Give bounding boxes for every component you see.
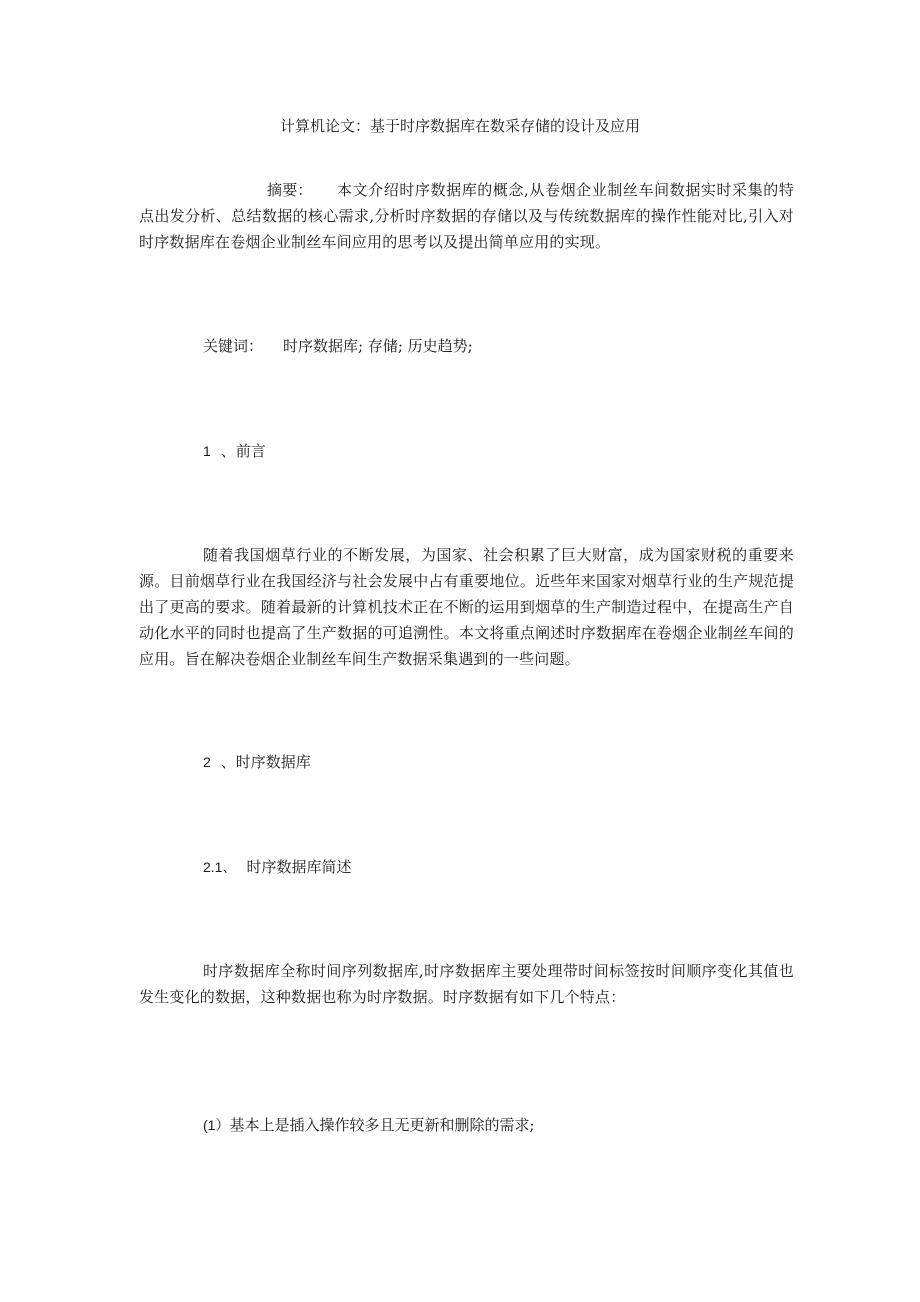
section-2-title: 、时序数据库 [220, 753, 311, 771]
list-item-text: 基本上是插入操作较多且无更新和删除的需求; [229, 1116, 535, 1134]
list-item-1 [203, 1115, 535, 1135]
section-2-1-body: 时序数据库全称时间序列数据库,时序数据库主要处理带时间标签按时间顺序变化其值也发生变化的数据，这种数据也称为时序数据。时序数据有如下几个特点： [139, 962, 794, 1006]
section-1-title: 、前言 [220, 442, 266, 460]
section-1-heading [203, 441, 266, 461]
abstract-paragraph [139, 177, 794, 255]
section-1-number: 1 [203, 443, 211, 459]
section-1-body: 随着我国烟草行业的不断发展，为国家、社会积累了巨大财富，成为国家财税的重要来源。目前烟草行业在我国经济与社会发展中占有重要地位。近些年来国家对烟草行业的生产规范提出了更高的要求。随着最新的计算机技术正在不断的运用到烟草的生产制造过程中，在提高生产自动化水平的同时也提高了生产数据的可追溯性。本文将重点阐述时序数据库在卷烟企业制丝车间的应用。旨在解决卷烟企业制丝车间生产数据采集遇到的一些问题。 [139, 546, 794, 668]
keywords-text: 时序数据库; 存储; 历史趋势; [283, 337, 473, 355]
section-2-1-number: 2.1、 [203, 859, 237, 875]
keywords-label: 关键词： [203, 337, 264, 355]
keywords-line [203, 336, 473, 356]
section-2-number: 2 [203, 754, 211, 770]
abstract-text: 本文介绍时序数据库的概念,从卷烟企业制丝车间数据实时采集的特点出发分析、总结数据的核心需求,分析时序数据的存储以及与传统数据库的操作性能对比,引入对时序数据库在卷烟企业制丝车间应用的思考以及提出简单应用的实现。 [139, 181, 794, 251]
section-2-1-title: 时序数据库简述 [246, 858, 352, 876]
list-item-marker: (1） [203, 1117, 230, 1133]
section-2-heading [203, 752, 311, 772]
section-2-1-heading [203, 857, 351, 877]
abstract-label: 摘要： [267, 181, 313, 199]
document-title: 计算机论文：基于时序数据库在数采存储的设计及应用 [279, 117, 640, 135]
